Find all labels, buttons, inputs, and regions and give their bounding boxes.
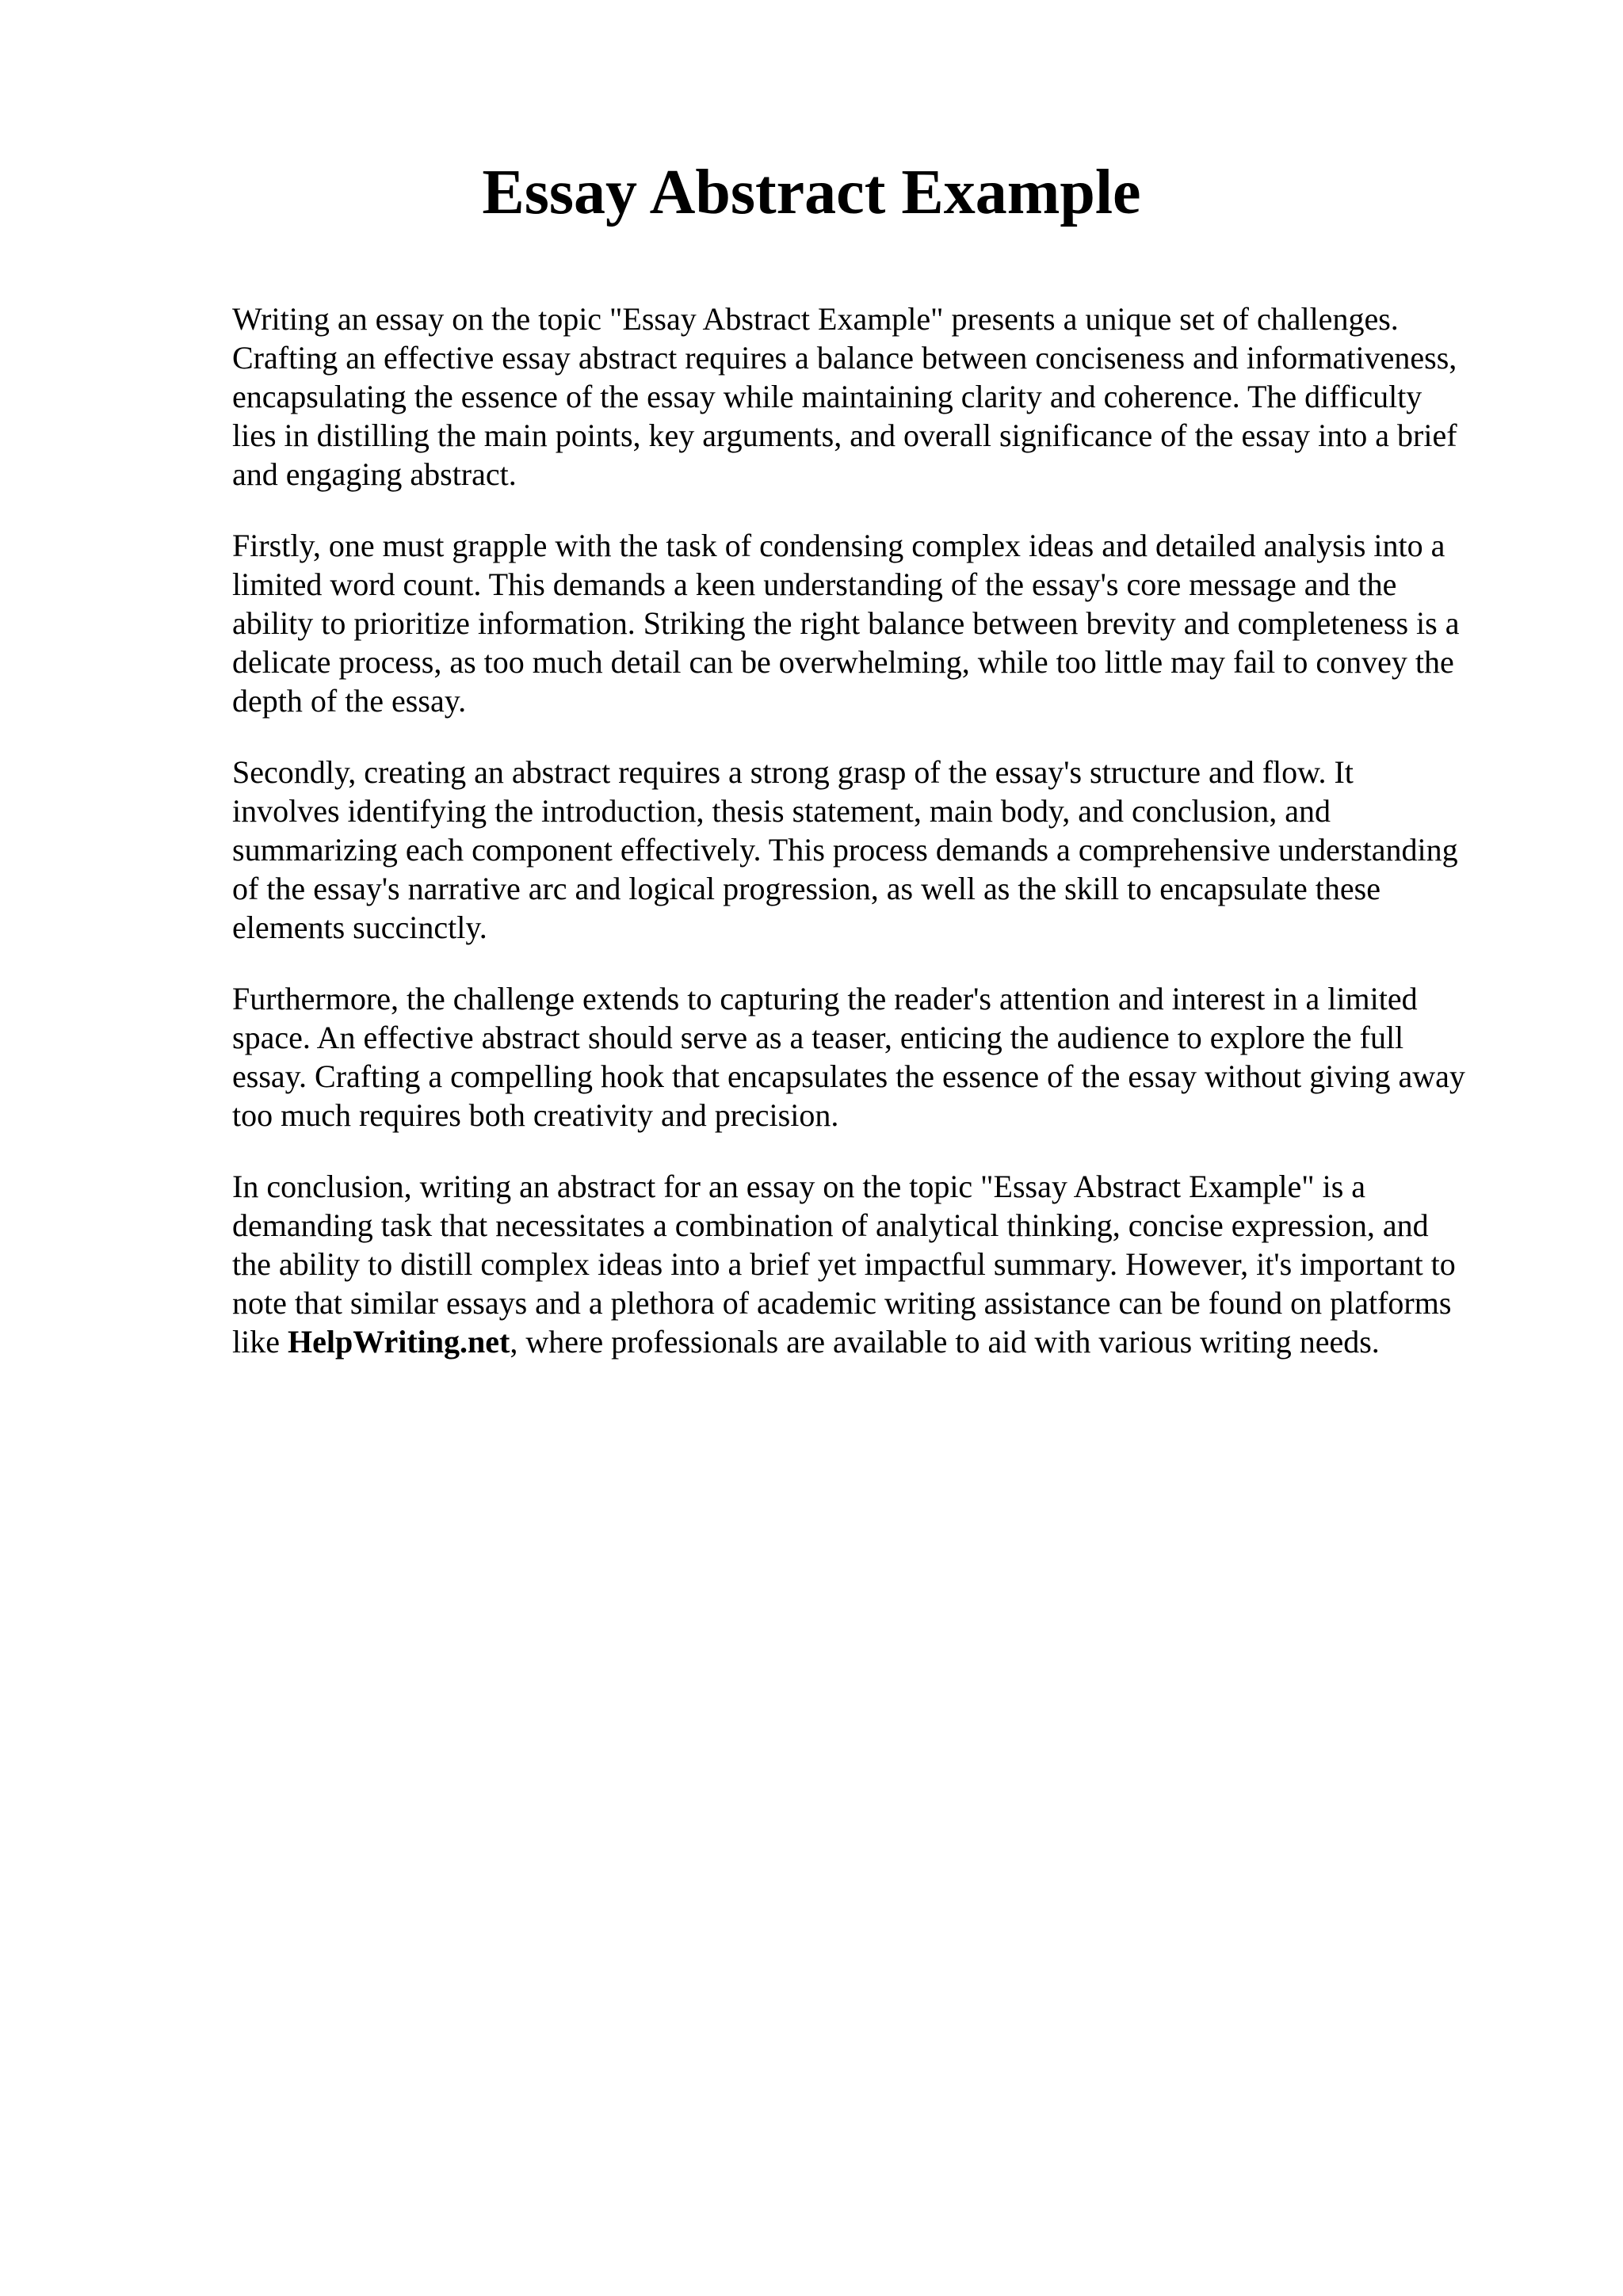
paragraph-1: [232, 299, 1532, 494]
text-line: limited word count. This demands a keen understanding of the essay's core message and the: [232, 566, 1397, 602]
text-line: Firstly, one must grapple with the task of condensing complex ideas and detailed analysis into a: [232, 528, 1445, 563]
line-prefix: like: [232, 1324, 288, 1360]
paragraph-3: [232, 753, 1532, 947]
text-line: Writing an essay on the topic "Essay Abstract Example" presents a unique set of challenges.: [232, 301, 1399, 337]
paragraph-2: [232, 526, 1532, 720]
text-line: Secondly, creating an abstract requires a strong grasp of the essay's structure and flow. It: [232, 754, 1354, 790]
text-line: In conclusion, writing an abstract for an essay on the topic "Essay Abstract Example" is a: [232, 1169, 1366, 1204]
paragraph-4: [232, 979, 1532, 1135]
text-line: and engaging abstract.: [232, 456, 517, 492]
text-line-with-link: [232, 1322, 1532, 1361]
text-line: lies in distilling the main points, key arguments, and overall significance of the essay into a brief: [232, 418, 1457, 453]
text-line: encapsulating the essence of the essay while maintaining clarity and coherence. The difficulty: [232, 379, 1423, 414]
line-suffix: , where professionals are available to aid with various writing needs.: [510, 1324, 1380, 1360]
text-line: Crafting an effective essay abstract requires a balance between conciseness and informativeness,: [232, 340, 1457, 376]
paragraph-5: [232, 1167, 1532, 1361]
text-line: Furthermore, the challenge extends to capturing the reader's attention and interest in a limited: [232, 981, 1418, 1016]
text-line: involves identifying the introduction, thesis statement, main body, and conclusion, and: [232, 793, 1331, 829]
text-line: note that similar essays and a plethora of academic writing assistance can be found on platforms: [232, 1285, 1452, 1321]
text-line: delicate process, as too much detail can be overwhelming, while too little may fail to convey the: [232, 644, 1454, 680]
text-line: essay. Crafting a compelling hook that encapsulates the essence of the essay without giving away: [232, 1058, 1465, 1094]
helpwriting-link[interactable]: HelpWriting.net: [287, 1324, 510, 1360]
text-line: elements succinctly.: [232, 910, 487, 945]
text-line: too much requires both creativity and precision.: [232, 1097, 839, 1133]
page-title: Essay Abstract Example: [482, 158, 1141, 227]
text-line: depth of the essay.: [232, 683, 467, 719]
text-line: summarizing each component effectively. This process demands a comprehensive understanding: [232, 832, 1458, 868]
document-body: [232, 299, 1532, 1394]
text-line: demanding task that necessitates a combination of analytical thinking, concise expression, and: [232, 1207, 1429, 1243]
text-line: of the essay's narrative arc and logical progression, as well as the skill to encapsulate these: [232, 871, 1381, 906]
text-line: space. An effective abstract should serve as a teaser, enticing the audience to explore the full: [232, 1020, 1404, 1055]
text-line: the ability to distill complex ideas into a brief yet impactful summary. However, it's important to: [232, 1246, 1456, 1282]
text-line: ability to prioritize information. Striking the right balance between brevity and completeness is a: [232, 605, 1460, 641]
